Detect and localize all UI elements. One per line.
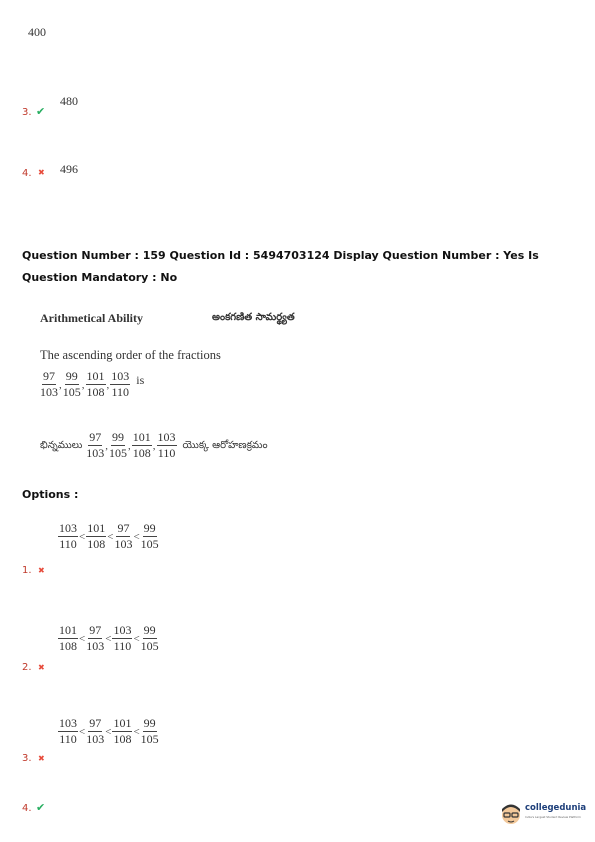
fraction: $\frac{103}{110}$ xyxy=(111,369,130,399)
prev-option-value-a: 400 xyxy=(28,25,46,39)
less-than-sign: < xyxy=(79,632,86,645)
fraction: $\frac{99}{105}$ xyxy=(109,430,128,460)
mascot-icon xyxy=(500,800,522,826)
options-label: Options : xyxy=(22,488,79,501)
question-fractions-english xyxy=(40,370,144,399)
telugu-prefix: భిన్నములు xyxy=(40,439,83,451)
fraction: $\frac{99}{105}$ xyxy=(62,369,81,399)
question-fractions-telugu xyxy=(40,431,268,460)
prev-option-number-4: 4. xyxy=(22,168,32,179)
wrong-cross-icon: ✖ xyxy=(38,168,45,177)
question-text: The ascending order of the fractions xyxy=(40,348,221,362)
less-than-sign: < xyxy=(133,632,140,645)
less-than-sign: < xyxy=(79,725,86,738)
question-header: Question Number : 159 Question Id : 5494703124 Display Question Number : Yes Is Question Mandatory : No xyxy=(22,249,539,284)
option-2-number: 2. xyxy=(22,662,32,673)
less-than-sign: < xyxy=(105,632,112,645)
wrong-cross-icon: ✖ xyxy=(38,663,45,672)
comma: , xyxy=(59,378,62,391)
comma: , xyxy=(105,439,109,452)
option-1-number: 1. xyxy=(22,565,32,576)
subject-telugu: అంకగణిత సామర్థ్యత xyxy=(212,312,295,323)
less-than-sign: < xyxy=(79,530,86,543)
logo-tagline: India's Largest Student Review Platform xyxy=(525,815,581,819)
less-than-sign: < xyxy=(133,725,140,738)
correct-check-icon: ✔ xyxy=(36,801,46,814)
option-3-value: $\frac{103}{110}$ < $\frac{97}{103}$ < $\frac{101}{108}$ < $\frac{99}{105}$ xyxy=(59,716,159,746)
fraction: $\frac{97}{103}$ xyxy=(40,369,58,399)
fraction: $\frac{97}{103}$ xyxy=(86,430,105,460)
option-1-value: $\frac{103}{110}$ < $\frac{101}{108}$ < $\frac{97}{103}$ < $\frac{99}{105}$ xyxy=(59,521,159,551)
correct-check-icon: ✔ xyxy=(36,105,46,118)
fraction: $\frac{103}{110}$ xyxy=(157,430,176,460)
comma: , xyxy=(128,439,131,452)
wrong-cross-icon: ✖ xyxy=(38,566,45,575)
prev-option-value-3: 480 xyxy=(60,94,78,108)
wrong-cross-icon: ✖ xyxy=(38,754,45,763)
subject-english: Arithmetical Ability xyxy=(40,311,143,325)
fraction: $\frac{101}{108}$ xyxy=(86,369,105,399)
collegedunia-logo xyxy=(500,800,586,826)
option-2-value: $\frac{101}{108}$ < $\frac{97}{103}$ < $\frac{103}{110}$ < $\frac{99}{105}$ xyxy=(59,623,159,653)
logo-name: collegedunia xyxy=(525,803,587,813)
comma: , xyxy=(152,439,156,452)
prev-option-number-3: 3. xyxy=(22,107,32,118)
prev-option-value-4: 496 xyxy=(60,162,78,176)
less-than-sign: < xyxy=(105,725,112,738)
less-than-sign: < xyxy=(107,530,114,543)
fraction: $\frac{101}{108}$ xyxy=(132,430,151,460)
question-text-suffix: is xyxy=(136,373,145,387)
less-than-sign: < xyxy=(133,530,140,543)
comma: , xyxy=(81,378,85,391)
option-4-number: 4. xyxy=(22,803,32,814)
option-3-number: 3. xyxy=(22,753,32,764)
comma: , xyxy=(106,378,110,391)
telugu-suffix: యొక్క ఆరోహణక్రమం xyxy=(182,439,268,451)
